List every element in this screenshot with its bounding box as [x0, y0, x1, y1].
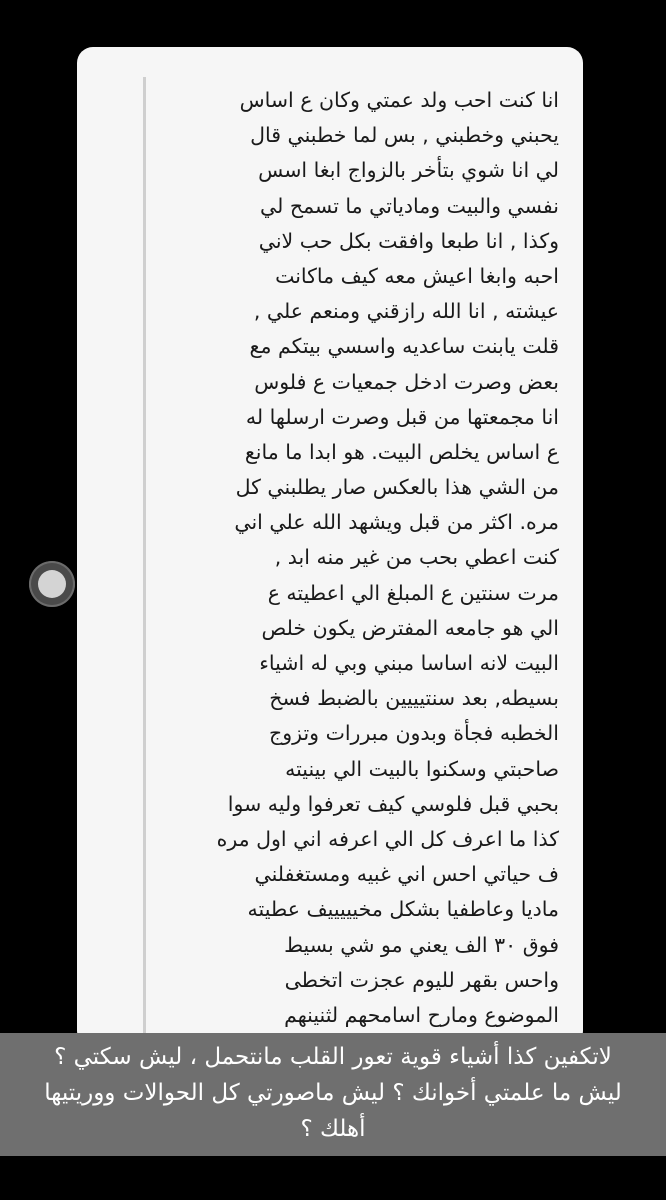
quote-line: مره. اكثر من قبل ويشهد الله علي اني [234, 510, 559, 535]
quote-line: احبه وابغا اعيش معه كيف ماكانت [275, 263, 559, 288]
quote-line: من الشي هذا بالعكس صار يطلبني كل [235, 475, 559, 500]
quoted-message-card [77, 47, 583, 1047]
quote-line: بعض وصرت ادخل جمعيات ع فلوس [254, 369, 559, 394]
quoted-message-text [147, 83, 559, 1033]
caption-line: لاتكفين كذا أشياء قوية تعور القلب مانتحمل ، ليش سكتي ؟ [54, 1044, 612, 1070]
quote-line: قلت يابنت ساعديه واسسي بيتكم مع [249, 334, 559, 359]
quote-line: وكذا , انا طبعا وافقت بكل حب لاني [258, 228, 559, 253]
quote-line: مرت سنتين ع المبلغ الي اعطيته ع [267, 580, 559, 605]
quote-line: كنت اعطي بحب من غير منه ابد , [274, 545, 559, 570]
quote-line: عيشته , انا الله رازقني ومنعم علي , [253, 299, 559, 324]
quote-line: انا مجمعتها من قبل وصرت ارسلها له [245, 404, 559, 429]
quote-line: صاحبتي وسكنوا بالبيت الي بينيته [285, 756, 559, 781]
quote-line: الي هو جامعه المفترض يكون خلص [261, 615, 559, 640]
quote-line: لي انا شوي بتأخر بالزواج ابغا اسس [258, 158, 559, 183]
quote-line: انا كنت احب ولد عمتي وكان ع اساس [239, 88, 559, 112]
quote-line: كذا ما اعرف كل الي اعرفه اني اول مره [216, 826, 559, 851]
quote-line: الخطبه فجأة وبدون مبررات وتزوج [269, 721, 559, 746]
assistive-touch-icon[interactable] [29, 561, 75, 607]
quote-line: بحبي قبل فلوسي كيف تعرفوا وليه سوا [227, 791, 559, 816]
quote-line: البيت لانه اساسا مبني وبي له اشياء [259, 651, 559, 675]
quote-line: بسيطه, بعد سنتيييين بالضبط فسخ [269, 686, 559, 711]
caption-line: أهلك ؟ [300, 1116, 366, 1142]
quote-line: نفسي والبيت ومادياتي ما تسمح لي [259, 193, 559, 218]
quote-bar [143, 77, 146, 1037]
quote-line: واحس بقهر لليوم عجزت اتخطى [284, 967, 559, 992]
quote-line: ع اساس يخلص البيت. هو ابدا ما مانع [244, 439, 559, 464]
quote-line: ف حياتي احس اني غبيه ومستغفلني [254, 862, 559, 887]
story-caption [0, 1033, 666, 1156]
quote-line: يحبني وخطبني , بس لما خطبني قال [250, 123, 559, 148]
caption-lines [0, 1039, 666, 1147]
quote-line: ماديا وعاطفيا بشكل مخيييييف عطيته [247, 897, 559, 922]
assistive-touch-inner [38, 570, 66, 598]
caption-line: ليش ما علمتي أخوانك ؟ ليش ماصورتي كل الحوالات ووريتيها [44, 1080, 622, 1106]
quote-line: فوق ٣٠ الف يعني مو شي بسيط [284, 932, 559, 957]
quote-line: الموضوع ومارح اسامحهم لثنينهم [284, 1002, 559, 1027]
